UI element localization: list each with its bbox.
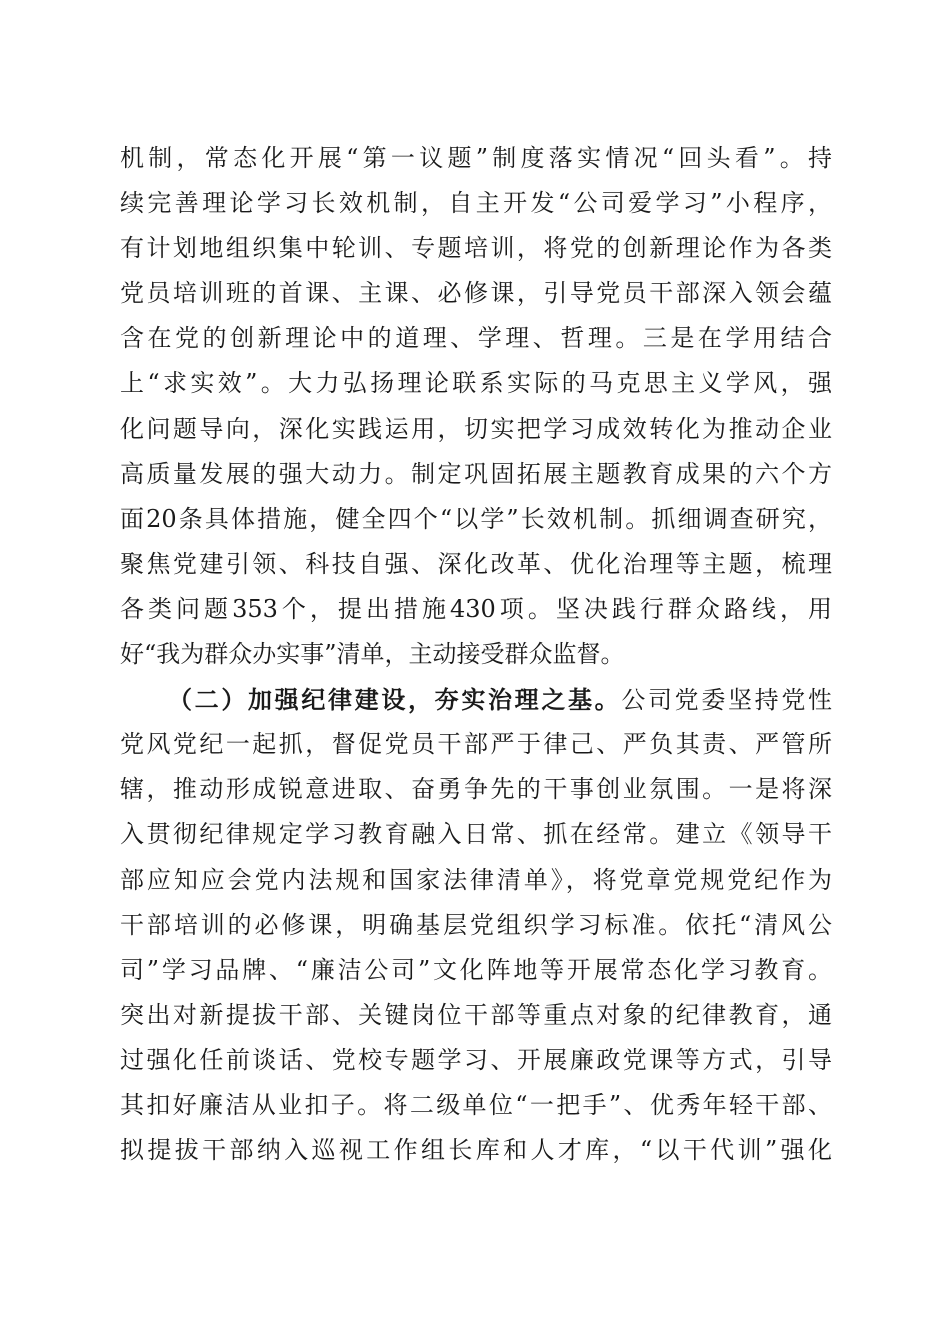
section-first-line	[120, 677, 832, 722]
text-line: 司”学习品牌、“廉洁公司”文化阵地等开展常态化学习教育。	[120, 955, 832, 984]
text-line: 各类问题353个，提出措施430项。坚决践行群众路线，用	[120, 594, 832, 623]
text-line: 入贯彻纪律规定学习教育融入日常、抓在经常。建立《领导干	[120, 820, 832, 849]
text-line: 含在党的创新理论中的道理、学理、哲理。三是在学用结合	[120, 324, 832, 353]
text-line: 辖，推动形成锐意进取、奋勇争先的干事创业氛围。一是将深	[120, 775, 832, 804]
text-line: 有计划地组织集中轮训、专题培训，将党的创新理论作为各类	[120, 234, 832, 263]
text-line: 机制，常态化开展“第一议题”制度落实情况“回头看”。持	[120, 144, 832, 172]
text-line: 聚焦党建引领、科技自强、深化改革、优化治理等主题，梳理	[120, 549, 832, 578]
text-line: 拟提拔干部纳入巡视工作组长库和人才库，“以干代训”强化	[120, 1136, 832, 1165]
section-first-line-text: 公司党委坚持党性	[621, 686, 833, 715]
text-line: 面20条具体措施，健全四个“以学”长效机制。抓细调查研究，	[120, 504, 832, 533]
text-line: 好“我为群众办实事”清单，主动接受群众监督。	[120, 640, 625, 669]
text-line: 上“求实效”。大力弘扬理论联系实际的马克思主义学风，强	[120, 369, 832, 398]
text-line: 高质量发展的强大动力。制定巩固拓展主题教育成果的六个方	[120, 459, 832, 488]
text-line: 突出对新提拔干部、关键岗位干部等重点对象的纪律教育，通	[120, 1000, 832, 1029]
text-line: 续完善理论学习长效机制，自主开发“公司爱学习”小程序，	[120, 189, 832, 218]
text-line: 党风党纪一起抓，督促党员干部严于律己、严负其责、严管所	[120, 730, 832, 759]
section-heading: （二）加强纪律建设，夯实治理之基。	[168, 685, 622, 715]
text-line: 部应知应会党内法规和国家法律清单》，将党章党规党纪作为	[120, 865, 832, 894]
text-line: 过强化任前谈话、党校专题学习、开展廉政党课等方式，引导	[120, 1045, 832, 1074]
body-text	[120, 136, 832, 1173]
text-line: 其扣好廉洁从业扣子。将二级单位“一把手”、优秀年轻干部、	[120, 1090, 832, 1119]
text-line: 党员培训班的首课、主课、必修课，引导党员干部深入领会蕴	[120, 279, 832, 308]
text-line: 干部培训的必修课，明确基层党组织学习标准。依托“清风公	[120, 910, 832, 939]
text-line: 化问题导向，深化实践运用，切实把学习成效转化为推动企业	[120, 414, 832, 443]
